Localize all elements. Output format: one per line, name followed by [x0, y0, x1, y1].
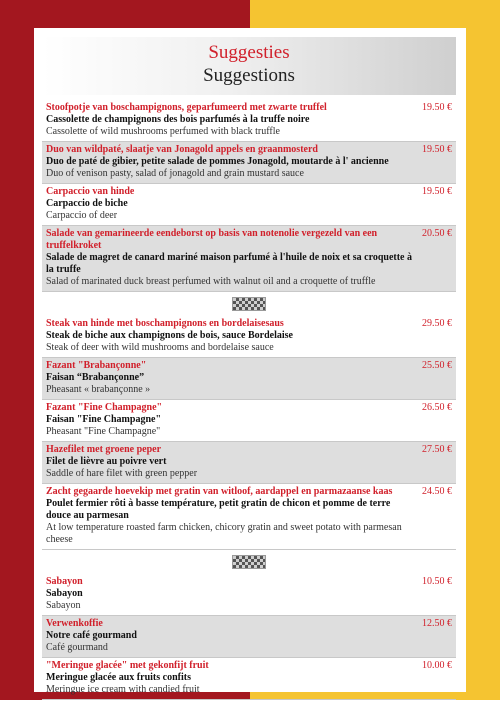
dish-name-french: Notre café gourmand [46, 630, 137, 641]
dish-name-dutch: Steak van hinde met boschampignons en bordelaisesaus [46, 318, 284, 329]
dish-price: 12.50 € [422, 618, 452, 629]
dish-name-english: Steak of deer with wild mushrooms and bordelaise sauce [46, 342, 274, 353]
dish-name-french: Duo de paté de gibier, petite salade de pommes Jonagold, moutarde à l' ancienne [46, 156, 389, 167]
section-divider [42, 550, 456, 574]
menu-item [42, 100, 456, 142]
dish-name-dutch: "Meringue glacée" met gekonfijt fruit [46, 660, 209, 671]
dish-price: 19.50 € [422, 186, 452, 197]
dish-price: 10.00 € [422, 660, 452, 671]
dish-price: 25.50 € [422, 360, 452, 371]
checkered-divider-icon [232, 555, 266, 569]
dish-name-dutch: Zacht gegaarde hoevekip met gratin van witloof, aardappel en parmazaanse kaas [46, 486, 393, 497]
bottom-margin [0, 700, 500, 707]
dish-price: 26.50 € [422, 402, 452, 413]
dish-name-english: Salad of marinated duck breast perfumed with walnut oil and a croquette of truffle [46, 276, 376, 287]
menu-list [42, 100, 456, 700]
dish-name-english: Café gourmand [46, 642, 108, 653]
menu-item [42, 142, 456, 184]
dish-name-french: Faisan “Brabançonne” [46, 372, 145, 383]
menu-item [42, 658, 456, 700]
dish-name-english: Meringue ice cream with candied fruit [46, 684, 200, 695]
dish-name-english: Pheasant "Fine Champagne" [46, 426, 161, 437]
dish-name-dutch: Hazefilet met groene peper [46, 444, 162, 455]
menu-item [42, 358, 456, 400]
dish-name-dutch: Stoofpotje van boschampignons, geparfumeerd met zwarte truffel [46, 102, 327, 113]
checkered-divider-icon [232, 297, 266, 311]
dish-name-french: Salade de magret de canard mariné maison parfumé à l'huile de noix et sa croquette à la truffe [46, 252, 412, 275]
title-dutch: Suggesties [208, 42, 290, 63]
dish-name-english: Cassolette of wild mushrooms perfumed with black truffle [46, 126, 280, 137]
dish-price: 10.50 € [422, 576, 452, 587]
menu-item [42, 226, 456, 292]
dish-name-dutch: Sabayon [46, 576, 83, 587]
dish-price: 29.50 € [422, 318, 452, 329]
dish-name-english: Sabayon [46, 600, 81, 611]
dish-name-dutch: Verwenkoffie [46, 618, 103, 629]
dish-name-french: Filet de lièvre au poivre vert [46, 456, 167, 467]
section-divider [42, 292, 456, 316]
menu-item [42, 184, 456, 226]
menu-item [42, 484, 456, 550]
dish-name-french: Poulet fermier rôti à basse température, petit gratin de chicon et pomme de terre douce au parmesan [46, 498, 391, 521]
dish-name-dutch: Fazant "Fine Champagne" [46, 402, 163, 413]
dish-name-dutch: Fazant "Brabançonne" [46, 360, 147, 371]
title-english: Suggestions [203, 65, 295, 86]
menu-item [42, 616, 456, 658]
menu-item [42, 442, 456, 484]
menu-item [42, 400, 456, 442]
menu-item [42, 574, 456, 616]
dish-name-english: Duo of venison pasty, salad of jonagold and grain mustard sauce [46, 168, 304, 179]
dish-price: 20.50 € [422, 228, 452, 239]
dish-price: 19.50 € [422, 144, 452, 155]
dish-name-french: Carpaccio de biche [46, 198, 128, 209]
dish-name-french: Meringue glacée aux fruits confits [46, 672, 191, 683]
dish-name-french: Sabayon [46, 588, 83, 599]
dish-name-english: Carpaccio of deer [46, 210, 118, 221]
dish-name-dutch: Carpaccio van hinde [46, 186, 135, 197]
dish-name-english: At low temperature roasted farm chicken, chicory gratin and sweet potato with parmesan cheese [46, 522, 402, 545]
menu-page [34, 28, 466, 695]
menu-item [42, 316, 456, 358]
dish-name-dutch: Salade van gemarineerde eendeborst op basis van notenolie vergezeld van een truffelkroket [46, 228, 378, 251]
dish-name-french: Faisan "Fine Champagne" [46, 414, 162, 425]
dish-name-english: Saddle of hare filet with green pepper [46, 468, 198, 479]
dish-price: 27.50 € [422, 444, 452, 455]
dish-price: 19.50 € [422, 102, 452, 113]
dish-name-french: Cassolette de champignons des bois parfumés à la truffe noire [46, 114, 310, 125]
dish-name-french: Steak de biche aux champignons de bois, sauce Bordelaise [46, 330, 293, 341]
dish-name-english: Pheasant « brabançonne » [46, 384, 151, 395]
page-header [42, 37, 456, 95]
dish-name-dutch: Duo van wildpaté, slaatje van Jonagold appels en graanmosterd [46, 144, 318, 155]
dish-price: 24.50 € [422, 486, 452, 497]
